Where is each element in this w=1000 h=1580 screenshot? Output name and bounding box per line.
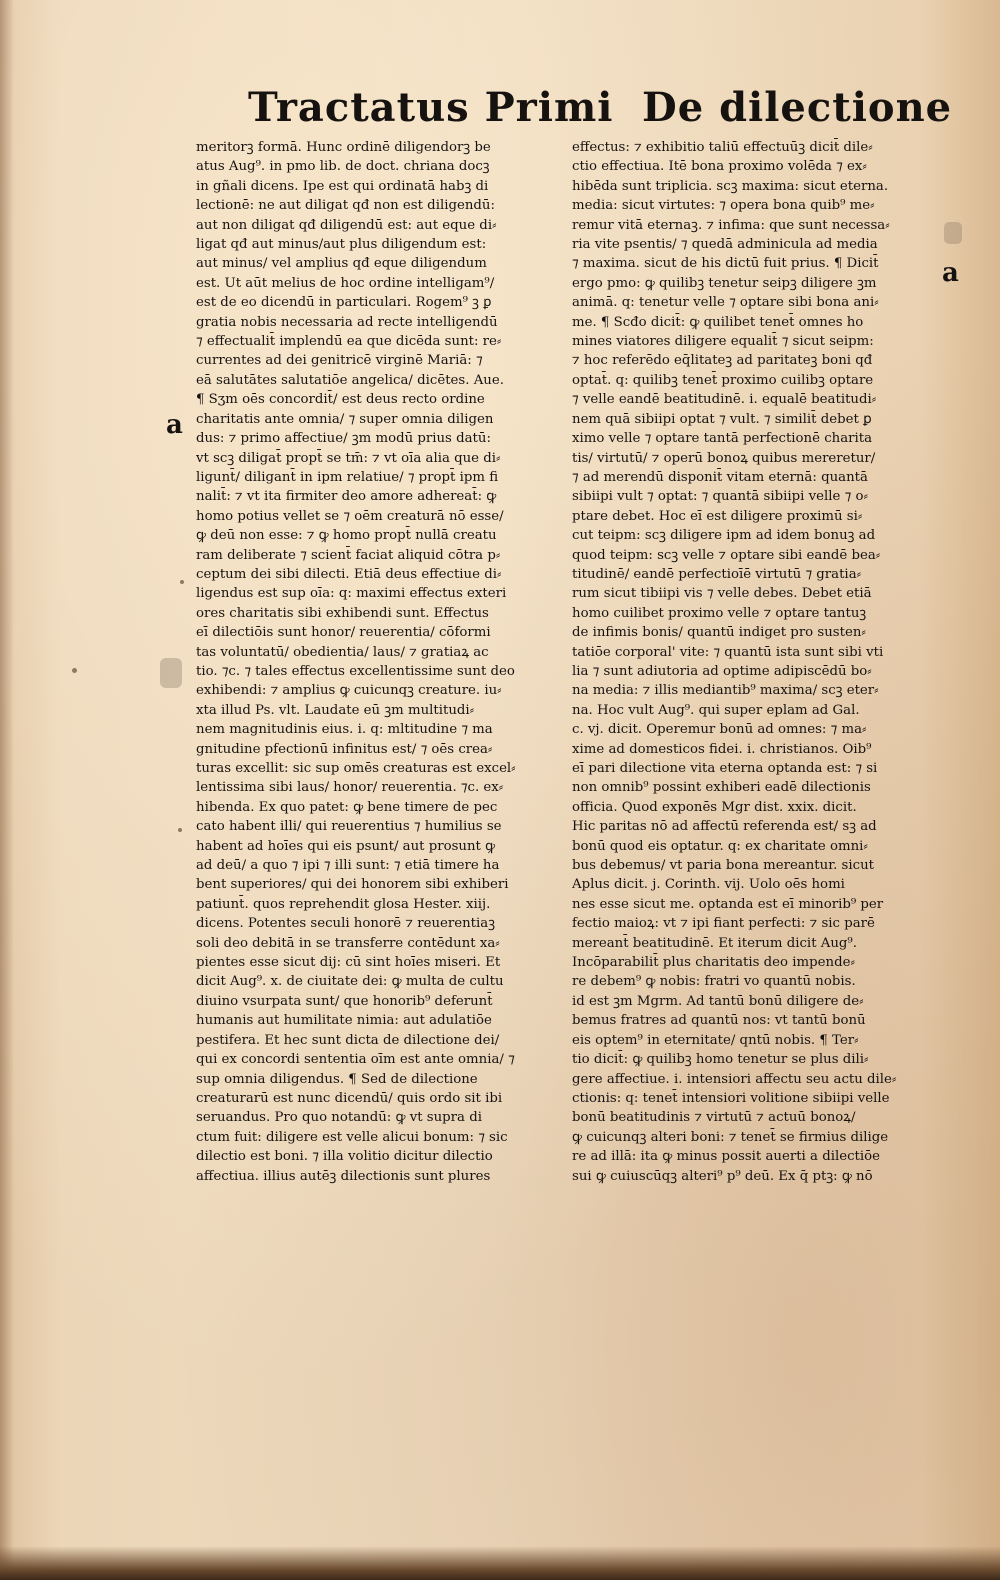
text-line: ctio effectiua. Itē bona proximo volēda ⁊ ex⸗ bbox=[572, 159, 867, 175]
text-line: eī dilectiōis sunt honor/ reuerentia/ cōformi bbox=[196, 625, 491, 641]
text-line: hibēda sunt triplicia. scꝫ maxima: sicut eterna. bbox=[572, 178, 889, 194]
text-line: est de eo dicendū in particulari. Rogem⁹ ꝫ ꝑ bbox=[196, 295, 492, 311]
text-line: tio. ⁊c. ⁊ tales effectus excellentissime sunt deo bbox=[196, 663, 515, 679]
text-line: media: sicut virtutes: ⁊ opera bona quib⁹ me⸗ bbox=[572, 198, 875, 214]
text-line: fectio maioꝝ: vt ⁊ ipi fiant perfecti: ⁊ sic parē bbox=[572, 916, 875, 932]
text-line: bonū quod eis optatur. q: ex charitate omni⸗ bbox=[572, 838, 868, 854]
text-line: ctionis: q: tenet̄ intensiori volitione sibiipi velle bbox=[572, 1090, 890, 1106]
text-line: dilectio est boni. ⁊ illa volitio dicitur dilectio bbox=[196, 1149, 493, 1165]
text-line: currentes ad dei genitricē virginē Mariā: ⁊ bbox=[196, 353, 483, 369]
text-line: eā salutātes salutatiōe angelica/ dicētes. Aue. bbox=[196, 372, 504, 388]
text-line: mines viatores diligere equalit̄ ⁊ sicut seipm: bbox=[572, 334, 874, 350]
text-line: dus: ⁊ primo affectiue/ ꝫm modū prius datū: bbox=[196, 431, 491, 447]
page-edge-bottom bbox=[0, 1546, 1000, 1580]
text-line: cut teipm: scꝫ diligere ipm ad idem bonuꝫ ad bbox=[572, 528, 876, 544]
text-line: re debem⁹ ꝙ nobis: fratri vo quantū nobis. bbox=[572, 974, 856, 990]
text-line: ergo pmo: ꝙ quilibꝫ tenetur seipꝫ diligere ꝫm bbox=[572, 275, 877, 291]
margin-letter-left: a bbox=[166, 410, 183, 440]
text-line: sibiipi vult ⁊ optat: ⁊ quantā sibiipi velle ⁊ o⸗ bbox=[572, 489, 868, 505]
text-line: ¶ Sʒm oēs concordit̄/ est deus recto ordine bbox=[196, 392, 485, 408]
margin-letter-right: a bbox=[942, 258, 959, 288]
text-line: gere affectiue. i. intensiori affectu seu actu dile⸗ bbox=[572, 1071, 897, 1087]
text-line: in gñali dicens. Ipe est qui ordinatā habꝫ di bbox=[196, 178, 489, 194]
text-line: seruandus. Pro quo notandū: ꝙ vt supra di bbox=[196, 1110, 482, 1126]
text-line: ⁊ maxima. sicut de his dictū fuit prius. ¶ Dicit̄ bbox=[572, 256, 879, 272]
text-line: officia. Quod exponēs Mgr dist. xxix. dicit. bbox=[572, 799, 857, 815]
text-line: ⁊ hoc referēdo eq̄litateꝫ ad paritateꝫ boni qđ bbox=[572, 353, 873, 369]
text-line: tas voluntatū/ obedientia/ laus/ ⁊ gratiaꝝ ac bbox=[196, 644, 489, 660]
text-line: ram deliberate ⁊ scient̄ faciat aliquid cōtra p⸗ bbox=[196, 547, 501, 563]
text-line: ligunt̄/ diligant̄ in ipm relatiue/ ⁊ propt̄ ipm fi bbox=[196, 469, 499, 485]
text-line: habent ad hoīes qui eis psunt/ aut prosunt ꝙ bbox=[196, 838, 496, 854]
text-line: ptare debet. Hoc eī est diligere proximū si⸗ bbox=[572, 508, 863, 524]
text-line: patiunt̄. quos reprehendit glosa Hester. xiij. bbox=[196, 896, 491, 912]
text-line: ⁊ effectualit̄ implendū ea que dicēda sunt: re⸗ bbox=[196, 334, 502, 350]
text-line: creaturarū est nunc dicendū/ quis ordo sit ibi bbox=[196, 1090, 503, 1106]
text-line: de infimis bonis/ quantū indiget pro susten⸗ bbox=[572, 625, 866, 641]
text-line: xime ad domesticos fidei. i. christianos. Oib⁹ bbox=[572, 741, 872, 757]
text-line: lia ⁊ sunt adiutoria ad optime adipiscēdū bo⸗ bbox=[572, 663, 872, 679]
text-line: ⁊ ad merendū disponit̄ vitam eternā: quantā bbox=[572, 469, 868, 485]
text-column-right bbox=[572, 138, 922, 1186]
text-line: tatiōe corporal' vite: ⁊ quantū ista sunt sibi vti bbox=[572, 644, 884, 660]
text-line: Hic paritas nō ad affectū referenda est/ sꝫ ad bbox=[572, 819, 877, 835]
text-line: ores charitatis sibi exhibendi sunt. Effectus bbox=[196, 605, 489, 621]
text-line: dicens. Potentes seculi honorē ⁊ reuerentiaꝫ bbox=[196, 916, 495, 932]
text-line: remur vitā eternaꝫ. ⁊ infima: que sunt necessa⸗ bbox=[572, 217, 890, 233]
text-line: lectionē: ne aut diligat qđ non est diligendū: bbox=[196, 198, 495, 214]
text-line: c. vj. dicit. Operemur bonū ad omnes: ⁊ ma⸗ bbox=[572, 722, 867, 738]
ink-speck bbox=[180, 580, 184, 584]
text-line: pientes esse sicut dij: cū sint hoīes miseri. Et bbox=[196, 955, 501, 971]
text-line: ximo velle ⁊ optare tantā perfectionē charita bbox=[572, 431, 873, 447]
text-line: bemus fratres ad quantū nos: vt tantū bonū bbox=[572, 1013, 866, 1029]
text-line: diuino vsurpata sunt/ que honorib⁹ deferunt̄ bbox=[196, 993, 493, 1009]
text-line: quod teipm: scꝫ velle ⁊ optare sibi eandē bea⸗ bbox=[572, 547, 881, 563]
text-line: ligendus est sup oīa: q: maximi effectus exteri bbox=[196, 586, 507, 602]
text-line: nem magnitudinis eius. i. q: mltitudine ⁊ ma bbox=[196, 722, 493, 738]
text-line: exhibendi: ⁊ amplius ꝙ cuicunqꝫ creature. iu⸗ bbox=[196, 683, 502, 699]
text-line: ctum fuit: diligere est velle alicui bonum: ⁊ sic bbox=[196, 1129, 508, 1145]
text-line: homo potius vellet se ⁊ oēm creaturā nō esse/ bbox=[196, 508, 504, 524]
text-line: vt scꝫ diligat̄ propt̄ se tm̄: ⁊ vt oīa alia que di⸗ bbox=[196, 450, 501, 466]
text-line: atus Aug⁹. in pmo lib. de doct. chriana docꝫ bbox=[196, 159, 490, 175]
header-left-title: Tractatus Primi bbox=[248, 84, 614, 131]
text-line: re ad illā: ita ꝙ minus possit auerti a dilectiōe bbox=[572, 1149, 880, 1165]
faint-offset-mark bbox=[944, 222, 962, 244]
text-line: titudinē/ eandē perfectioīē virtutū ⁊ gratia⸗ bbox=[572, 566, 862, 582]
text-line: ꝙ cuicunqꝫ alteri boni: ⁊ tenet̄ se firmius dilige bbox=[572, 1129, 889, 1145]
faint-offset-mark bbox=[160, 658, 182, 688]
text-line: non omnib⁹ possint exhiberi eadē dilectionis bbox=[572, 780, 871, 796]
text-line: bus debemus/ vt paria bona mereantur. sicut bbox=[572, 858, 874, 874]
text-line: aut non diligat qđ diligendū est: aut eque di⸗ bbox=[196, 217, 497, 233]
ink-speck bbox=[72, 668, 77, 673]
text-line: meritorꝫ formā. Hunc ordinē diligendorꝫ be bbox=[196, 140, 491, 155]
text-line: id est ꝫm Mgrm. Ad tantū bonū diligere de⸗ bbox=[572, 993, 864, 1009]
text-line: cato habent illi/ qui reuerentius ⁊ humilius se bbox=[196, 819, 502, 835]
text-line: aut minus/ vel amplius qđ eque diligendum bbox=[196, 256, 487, 272]
text-line: bent superiores/ qui dei honorem sibi exhiberi bbox=[196, 877, 509, 893]
running-header bbox=[0, 78, 1000, 138]
text-line: pestifera. Et hec sunt dicta de dilectione dei/ bbox=[196, 1032, 500, 1048]
text-line: lentissima sibi laus/ honor/ reuerentia. ⁊c. ex⸗ bbox=[196, 780, 504, 796]
text-line: animā. q: tenetur velle ⁊ optare sibi bona ani⸗ bbox=[572, 295, 879, 311]
ink-speck bbox=[178, 828, 182, 832]
text-line: ꝙ deū non esse: ⁊ ꝙ homo propt̄ nullā creatu bbox=[196, 528, 497, 544]
text-line: nalit̄: ⁊ vt ita firmiter deo amore adhereat̄: ꝙ bbox=[196, 489, 497, 505]
text-line: hibenda. Ex quo patet: ꝙ bene timere de pec bbox=[196, 799, 498, 815]
text-line: est. Ut aūt melius de hoc ordine intelligam⁹/ bbox=[196, 275, 495, 291]
text-line: tio dicit̄: ꝙ quilibꝫ homo tenetur se plus dili⸗ bbox=[572, 1052, 869, 1068]
text-line: optat̄. q: quilibꝫ tenet̄ proximo cuilibꝫ optare bbox=[572, 372, 874, 388]
text-line: Aplus dicit. j. Corinth. vij. Uolo oēs homi bbox=[572, 877, 845, 893]
text-line: na media: ⁊ illis mediantib⁹ maxima/ scꝫ eter⸗ bbox=[572, 683, 879, 699]
text-line: Incōparabilit̄ plus charitatis deo impende⸗ bbox=[572, 955, 855, 971]
text-line: ⁊ velle eandē beatitudinē. i. equalē beatitudi⸗ bbox=[572, 392, 877, 408]
text-line: nes esse sicut me. optanda est eī minorib⁹ per bbox=[572, 896, 884, 912]
text-line: soli deo debitā in se transferre contēdunt xa⸗ bbox=[196, 935, 500, 951]
text-line: affectiua. illius autēꝫ dilectionis sunt plures bbox=[196, 1168, 491, 1184]
text-line: sui ꝙ cuiuscūqꝫ alteri⁹ p⁹ deū. Ex q̄ ptꝫ: ꝙ nō bbox=[572, 1168, 873, 1184]
text-line: eī pari dilectione vita eterna optanda est: ⁊ si bbox=[572, 761, 878, 776]
text-line: humanis aut humilitate nimia: aut adulatiōe bbox=[196, 1013, 492, 1029]
text-line: effectus: ⁊ exhibitio taliū effectuūꝫ dicit̄ dile⸗ bbox=[572, 140, 873, 155]
header-right-title: De dilectione bbox=[642, 84, 953, 131]
text-line: xta illud Ps. vlt. Laudate eū ꝫm multitudi⸗ bbox=[196, 702, 475, 718]
page-shadow-left bbox=[0, 0, 14, 1580]
text-line: na. Hoc vult Aug⁹. qui super eplam ad Gal. bbox=[572, 702, 860, 718]
text-line: mereant̄ beatitudinē. Et iterum dicit Aug⁹. bbox=[572, 935, 857, 951]
text-line: ceptum dei sibi dilecti. Etiā deus effectiue di⸗ bbox=[196, 566, 502, 582]
text-line: rum sicut tibiipi vis ⁊ velle debes. Debet etiā bbox=[572, 586, 872, 602]
text-line: eis optem⁹ in eternitate/ qntū nobis. ¶ Ter⸗ bbox=[572, 1032, 859, 1048]
text-line: me. ¶ Scđo dicit̄: ꝙ quilibet tenet̄ omnes ho bbox=[572, 314, 864, 330]
text-line: bonū beatitudinis ⁊ virtutū ⁊ actuū bonoꝝ/ bbox=[572, 1110, 856, 1126]
text-column-left bbox=[196, 138, 546, 1186]
text-line: ad deū/ a quo ⁊ ipi ⁊ illi sunt: ⁊ etiā timere ha bbox=[196, 858, 500, 874]
text-line: gratia nobis necessaria ad recte intelligendū bbox=[196, 314, 498, 330]
text-line: ligat qđ aut minus/aut plus diligendum est: bbox=[196, 237, 487, 253]
text-line: qui ex concordi sententia oīm est ante omnia/ ⁊ bbox=[196, 1052, 515, 1068]
text-line: nem quā sibiipi optat ⁊ vult. ⁊ similit̄ debet ꝑ bbox=[572, 411, 872, 427]
text-line: sup omnia diligendus. ¶ Sed de dilectione bbox=[196, 1071, 478, 1087]
text-line: gnitudine pfectionū infinitus est/ ⁊ oēs crea⸗ bbox=[196, 741, 493, 757]
text-line: ria vite psentis/ ⁊ quedā adminicula ad media bbox=[572, 237, 878, 253]
text-line: homo cuilibet proximo velle ⁊ optare tantuꝫ bbox=[572, 605, 867, 621]
text-line: dicit Aug⁹. x. de ciuitate dei: ꝙ multa de cultu bbox=[196, 974, 504, 990]
text-line: tis/ virtutū/ ⁊ operū bonoꝝ quibus mereretur/ bbox=[572, 450, 876, 466]
text-line: charitatis ante omnia/ ⁊ super omnia diligen bbox=[196, 411, 494, 427]
text-line: turas excellit: sic sup omēs creaturas est excel⸗ bbox=[196, 761, 516, 776]
